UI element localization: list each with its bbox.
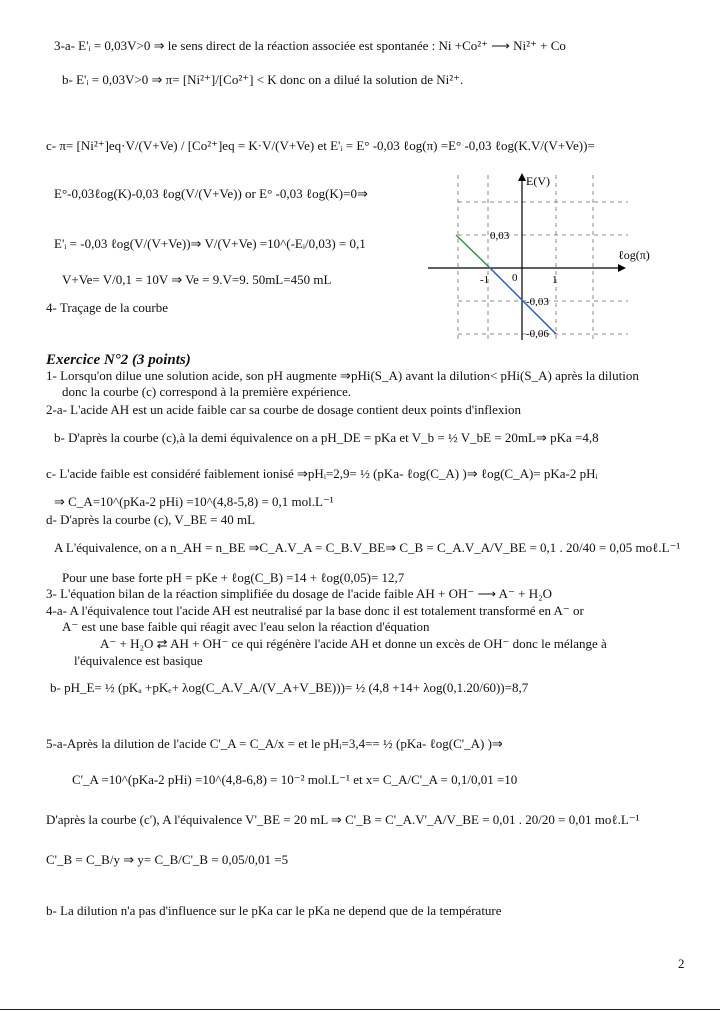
tick-x-zero: 0 xyxy=(512,272,518,284)
tick-x-neg: -1 xyxy=(480,274,490,286)
footer-rule xyxy=(0,1009,720,1010)
line-e2c: c- L'acide faible est considéré faiblement ionisé ⇒pHᵢ=2,9= ½ (pKa- ℓog(C_A) )⇒ ℓog(C_A)= pKa-2 pHᵢ xyxy=(46,466,598,481)
tick-y-neg1: -0,03 xyxy=(526,296,549,308)
line-e1: 1- Lorsqu'on dilue une solution acide, son pH augmente ⇒pHi(S_A) avant la dilution< pHi(S_A) après la dilution xyxy=(46,368,639,383)
y-axis-label: E(V) xyxy=(526,174,550,188)
line-3c3: E'ᵢ = -0,03 ℓog(V/(V+Ve))⇒ V/(V+Ve) =10^(-Eᵢ/0,03) = 0,1 xyxy=(54,236,366,251)
line-3c: c- π= [Ni²⁺]eq·V/(V+Ve) / [Co²⁺]eq = K·V/(V+Ve) et E'ᵢ = E° -0,03 ℓog(π) =E° -0,03 ℓog(K.V/(V+Ve))= xyxy=(46,138,595,153)
curve-green xyxy=(456,235,490,268)
grid xyxy=(458,175,628,340)
line-e3: 3- L'équation bilan de la réaction simplifiée du dosage de l'acide faible AH + OH⁻ ⟶ A⁻ + H₂O xyxy=(46,586,553,601)
page-number: 2 xyxy=(678,956,685,971)
potential-graph xyxy=(428,165,668,345)
line-e5a2: C'_A =10^(pKa-2 pHi) =10^(4,8-6,8) = 10⁻² mol.L⁻¹ et x= C_A/C'_A = 0,1/0,01 =10 xyxy=(72,772,518,787)
line-e2d3: Pour une base forte pH = pKe + ℓog(C_B) =14 + ℓog(0,05)= 12,7 xyxy=(62,570,405,585)
line-e2d2: A L'équivalence, on a n_AH = n_BE ⇒C_A.V_A = C_B.V_BE⇒ C_B = C_A.V_A/V_BE = 0,1 . 20/40 = 0,05 moℓ.L⁻¹ xyxy=(54,540,681,555)
line-4: 4- Traçage de la courbe xyxy=(46,300,169,315)
line-e2b: b- D'après la courbe (c),à la demi équivalence on a pH_DE = pKa et V_b = ½ V_bE = 20mL⇒ pKa =4,8 xyxy=(54,430,599,445)
tick-y-pos: 0,03 xyxy=(490,230,510,242)
line-e4a4: l'équivalence est basique xyxy=(74,653,203,668)
x-axis-label: ℓog(π) xyxy=(618,248,650,262)
line-e1b: donc la courbe (c) correspond à la première expérience. xyxy=(62,384,352,399)
line-e2d: d- D'après la courbe (c), V_BE = 40 mL xyxy=(46,512,256,527)
line-3b: b- E'ᵢ = 0,03V>0 ⇒ π= [Ni²⁺]/[Co²⁺] < K donc on a dilué la solution de Ni²⁺. xyxy=(62,72,464,87)
line-e4a: 4-a- A l'équivalence tout l'acide AH est neutralisé par la base donc il est totalement transformé en A⁻ or xyxy=(46,603,584,618)
line-e2a: 2-a- L'acide AH est un acide faible car sa courbe de dosage contient deux points d'inflexion xyxy=(46,402,522,417)
line-3a: 3-a- E'ᵢ = 0,03V>0 ⇒ le sens direct de la réaction associée est spontanée : Ni +Co²⁺ ⟶ Ni²⁺ + Co xyxy=(54,38,566,53)
line-3c2: E°-0,03ℓog(K)-0,03 ℓog(V/(V+Ve)) or E° -0,03 ℓog(K)=0⇒ xyxy=(54,186,368,201)
tick-y-neg2: -0,06 xyxy=(526,328,549,340)
x-axis-arrow-icon xyxy=(618,264,626,272)
line-e4a2: A⁻ est une base faible qui réagit avec l'eau selon la réaction d'équation xyxy=(62,619,430,634)
line-e5a4: C'_B = C_B/y ⇒ y= C_B/C'_B = 0,05/0,01 =5 xyxy=(46,852,289,867)
line-e2c2: ⇒ C_A=10^(pKa-2 pHi) =10^(4,8-5,8) = 0,1 mol.L⁻¹ xyxy=(54,494,334,509)
line-e5a: 5-a-Après la dilution de l'acide C'_A = C_A/x = et le pHᵢ=3,4== ½ (pKa- ℓog(C'_A) )⇒ xyxy=(46,736,503,751)
y-axis-arrow-icon xyxy=(518,173,526,181)
line-e5a3: D'après la courbe (c'), A l'équivalence V'_BE = 20 mL ⇒ C'_B = C'_A.V'_A/V_BE = 0,01 . 20/20 = 0,01 moℓ.L⁻¹ xyxy=(46,812,640,827)
tick-x-pos: 1 xyxy=(552,274,558,286)
line-3c4: V+Ve= V/0,1 = 10V ⇒ Ve = 9.V=9. 50mL=450 mL xyxy=(62,272,332,287)
exercise-title: Exercice N°2 (3 points) xyxy=(46,352,191,368)
line-e4b: b- pH_E= ½ (pKₐ +pKₑ+ λog(C_A.V_A/(V_A+V_BE)))= ½ (4,8 +14+ λog(0,1.20/60))=8,7 xyxy=(50,680,529,695)
line-e4a3: A⁻ + H₂O ⇄ AH + OH⁻ ce qui régénère l'acide AH et donne un excès de OH⁻ donc le mélange à xyxy=(100,636,607,651)
line-e5b: b- La dilution n'a pas d'influence sur le pKa car le pKa ne depend que de la température xyxy=(46,903,502,918)
